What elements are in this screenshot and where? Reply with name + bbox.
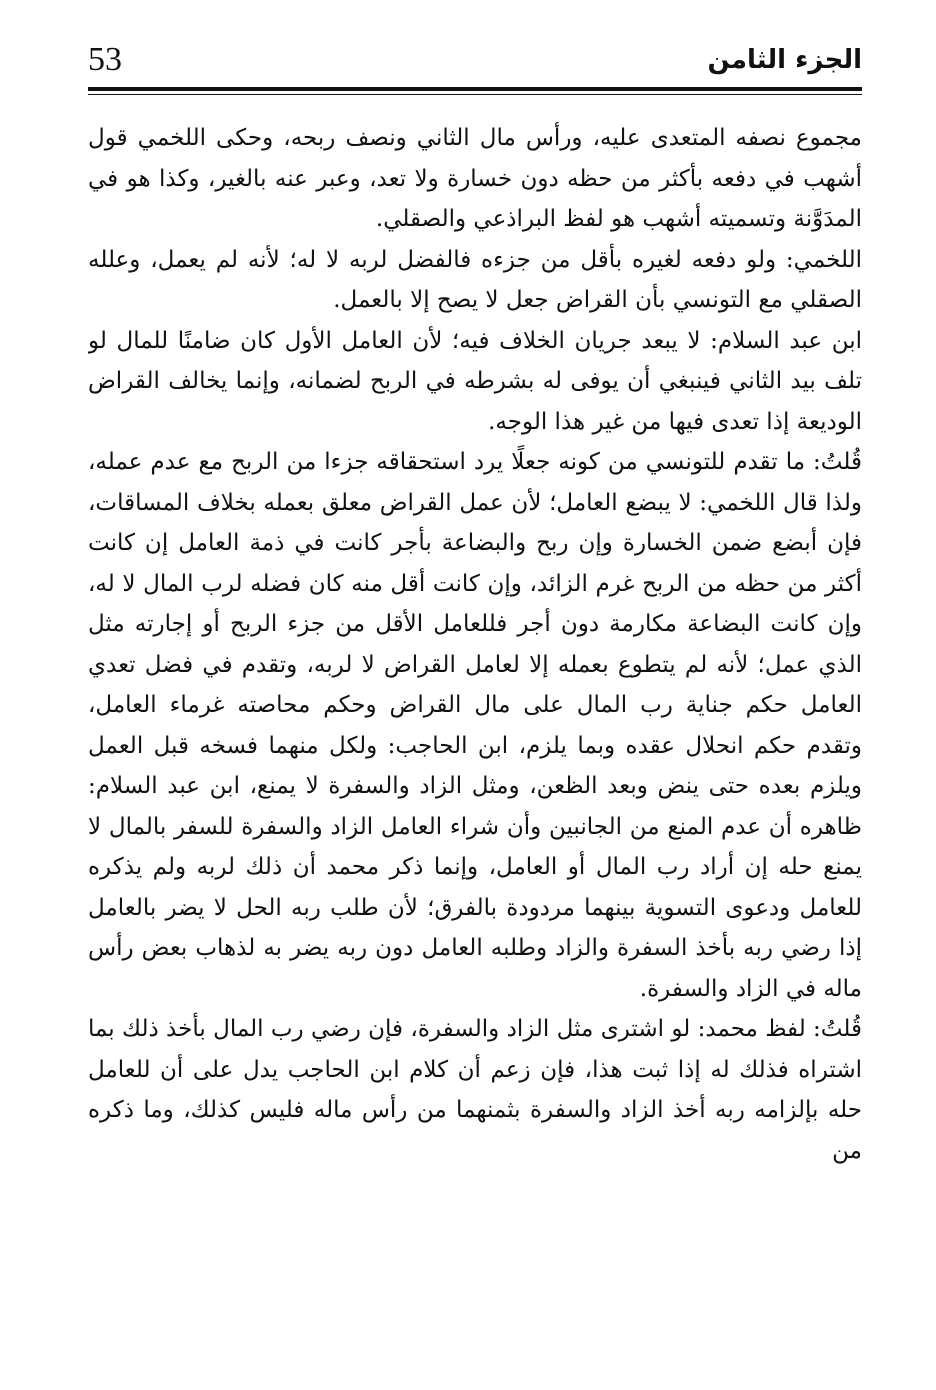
page-header bbox=[88, 40, 862, 80]
paragraph: اللخمي: ولو دفعه لغيره بأقل من جزءه فالفضل لربه لا له؛ لأنه لم يعمل، وعلله الصقلي مع التونسي بأن القراض جعل لا يصح إلا بالعمل. bbox=[88, 246, 862, 313]
body-text bbox=[88, 118, 862, 1380]
header-rule-thick bbox=[88, 87, 862, 91]
header-rule-thin bbox=[88, 94, 862, 95]
paragraph: قُلتُ: لفظ محمد: لو اشترى مثل الزاد والسفرة، فإن رضي رب المال بأخذ ذلك بما اشتراه فذلك له إذا ثبت هذا، فإن زعم أن كلام ابن الحاجب يدل على أن للعامل حله بإلزامه ربه أخذ الزاد والسفرة بثمنهما من رأس ماله فليس كذلك، وما ذكره من bbox=[88, 1016, 862, 1164]
page-number: 53 bbox=[88, 41, 122, 78]
paragraph: مجموع نصفه المتعدى عليه، ورأس مال الثاني ونصف ربحه، وحكى اللخمي قول أشهب في دفعه بأكثر من حظه دون خسارة ولا تعد، وعبر عنه بالغير، وكذا هو في المدَوَّنة وتسميته أشهب هو لفظ البراذعي والصقلي. bbox=[88, 125, 862, 232]
paragraph: قُلتُ: ما تقدم للتونسي من كونه جعلًا يرد استحقاقه جزءا من الربح مع عدم عمله، ولذا قال اللخمي: لا يبضع العامل؛ لأن عمل القراض معلق بعمله بخلاف المساقات، فإن أبضع ضمن الخسارة وإن ربح والبضاعة بأجر كانت في ذمة العامل إن كانت أكثر من حظه من الربح غرم الزائد، وإن كانت أقل منه كان فضله لرب المال لا له، وإن كانت البضاعة مكارمة دون أجر فللعامل الأقل من جزء الربح أو إجارته مثل الذي عمل؛ لأنه لم يتطوع بعمله إلا لعامل القراض لا لربه، وتقدم في فضل تعدي العامل حكم جناية رب المال على مال القراض وحكم محاصته غرماء العامل، وتقدم حكم انحلال عقده وبما يلزم، ابن الحاجب: ولكل منهما فسخه قبل العمل ويلزم بعده حتى ينض وبعد الظعن، ومثل الزاد والسفرة لا يمنع، ابن عبد السلام: ظاهره أن عدم المنع من الجانبين وأن شراء العامل الزاد والسفرة للسفر بالمال لا يمنع حله إن أراد رب المال أو العامل، وإنما ذكر محمد أن ذلك لربه ولم يذكره للعامل ودعوى التسوية بينهما مردودة بالفرق؛ لأن طلب ربه الحل لا يضر بالعامل إذا رضي ربه بأخذ السفرة والزاد وطلبه العامل دون ربه يضر به لذهاب بعض رأس ماله في الزاد والسفرة. bbox=[88, 449, 862, 1002]
part-title: الجزء الثامن bbox=[707, 45, 862, 75]
paragraph: ابن عبد السلام: لا يبعد جريان الخلاف فيه؛ لأن العامل الأول كان ضامنًا للمال لو تلف بيد الثاني فينبغي أن يوفى له بشرطه في الربح لضمانه، وإنما يخالف القراض الوديعة إذا تعدى فيها من غير هذا الوجه. bbox=[88, 327, 862, 435]
